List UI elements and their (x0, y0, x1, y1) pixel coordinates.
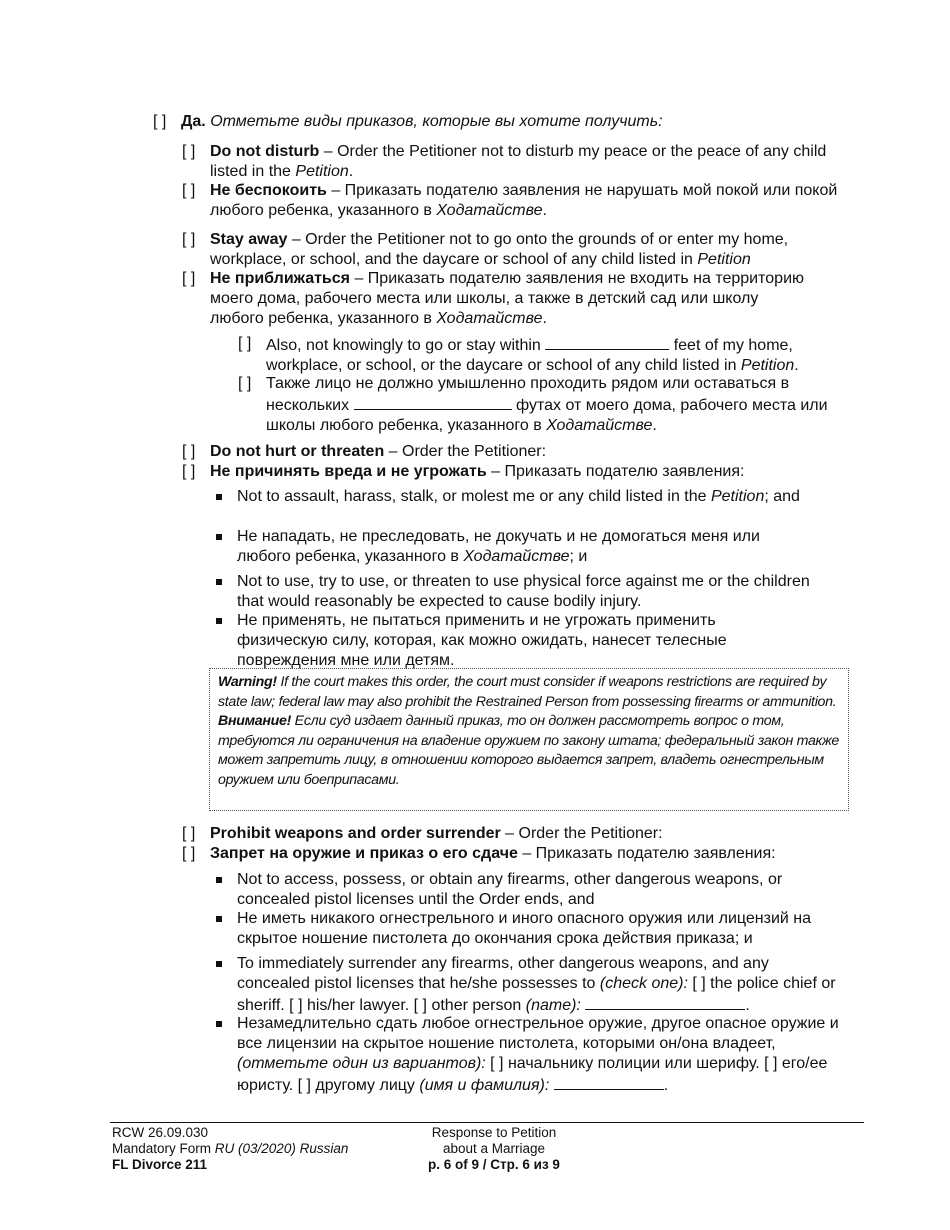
do-not-hurt-ru-title: Не причинять вреда и не угрожать (210, 463, 487, 480)
list-item (216, 954, 841, 1016)
list-item (216, 611, 816, 671)
do-not-hurt-ru-checkbox[interactable]: [ ] (182, 463, 196, 480)
bullet-icon (216, 916, 222, 922)
petition-ref: Petition (295, 163, 349, 180)
warning-ru-label: Внимание! (218, 713, 292, 730)
bullet-text-end: ; and (764, 488, 800, 505)
bullet-text: To immediately surrender any firearms, other dangerous weapons, and any concealed pistol licenses that he/she possesses to (237, 955, 769, 992)
stay-away-en (182, 230, 842, 270)
period: . (348, 163, 354, 180)
do-not-disturb-ru-text: – Приказать подателю заявления не нарушать мой покой или покой любого ребенка, указанного в (210, 182, 838, 219)
list-item (216, 527, 816, 567)
weapons-checkbox[interactable]: [ ] (182, 825, 196, 842)
footer-center (394, 1125, 594, 1173)
weapons-text: – Order the Petitioner: (500, 825, 663, 842)
footer-page-number: p. 6 of 9 / Стр. 6 из 9 (428, 1157, 560, 1172)
warning-box (209, 668, 849, 811)
weapons-en (182, 824, 842, 844)
weapons-ru (182, 844, 842, 864)
mandatory-form-label: Mandatory Form (112, 1141, 215, 1156)
bullet-text: Not to assault, harass, stalk, or molest me or any child listed in the (237, 488, 711, 505)
distance-ru-text-pre: Также лицо не должно умышленно проходить рядом или оставаться в нескольких (266, 375, 790, 414)
period: . (794, 357, 799, 374)
bullet-text: Not to use, try to use, or threaten to use physical force against me or the children that would reasonably be expected to cause bodily injury. (237, 573, 810, 610)
warning-en (218, 673, 840, 712)
list-item (216, 487, 816, 507)
bullet-text-end: ; и (569, 548, 588, 565)
warning-ru-text: Если суд издает данный приказ, то он должен рассмотреть вопрос о том, требуются ли ограничения на владение оружием по закону штата; федеральный закон также может запретить лицу, в отношении которого выдается запрет, владеть огнестрельным оружием или боеприпасами. (218, 713, 839, 788)
surrender-options[interactable]: [ ] the police chief or sheriff. [ ] his/her lawyer. [ ] other person (237, 975, 836, 1014)
stay-away-ru-checkbox[interactable]: [ ] (182, 270, 196, 287)
stay-away-text: – Order the Petitioner not to go onto the grounds of or enter my home, workplace, or school, and the daycare or school of any child listed in (210, 231, 789, 268)
do-not-hurt-ru-text: – Приказать подателю заявления: (486, 463, 745, 480)
footer-mandatory (112, 1141, 412, 1157)
bullet-icon (216, 961, 222, 967)
do-not-hurt-title: Do not hurt or threaten (210, 443, 385, 460)
footer-form-id: FL Divorce 211 (112, 1157, 208, 1172)
yes-option (153, 112, 853, 132)
stay-away-distance-en (238, 334, 858, 376)
distance-checkbox[interactable]: [ ] (238, 335, 252, 352)
weapons-ru-checkbox[interactable]: [ ] (182, 845, 196, 862)
petition-ref: Petition (710, 488, 765, 505)
do-not-hurt-ru (182, 462, 842, 482)
do-not-disturb-title: Do not disturb (210, 143, 320, 160)
other-person-name-ru-field[interactable] (554, 1074, 664, 1090)
do-not-hurt-en (182, 442, 842, 462)
warning-ru (218, 712, 840, 790)
petition-ref-ru: Ходатайстве (436, 310, 543, 327)
name-note: (name): (525, 997, 581, 1014)
distance-ru-text-post: футах от моего дома, рабочего места или школы любого ребенка, указанного в (266, 397, 828, 434)
list-item (216, 572, 816, 612)
stay-away-title: Stay away (210, 231, 288, 248)
name-note-ru: (имя и фамилия): (419, 1077, 550, 1094)
yes-instruction: Отметьте виды приказов, которые вы хотите получить: (210, 113, 663, 130)
distance-ru-checkbox[interactable]: [ ] (238, 375, 252, 392)
footer-title-line1: Response to Petition (431, 1125, 557, 1140)
bullet-icon (216, 877, 222, 883)
warning-text: If the court makes this order, the court must consider if weapons restrictions are required by state law; federal law may also prohibit the Restrained Person from possessing firearms or ammunition. (218, 674, 837, 710)
check-one-note: (check one): (599, 975, 688, 992)
footer-title-line2: about a Marriage (442, 1141, 546, 1156)
do-not-disturb-ru (182, 181, 842, 221)
stay-away-ru-text: – Приказать подателю заявления не входить на территорию моего дома, рабочего места или школы, а также в детский сад или школу любого ребенка, указанного в (210, 270, 804, 327)
yes-label: Да. (181, 113, 206, 130)
distance-feet-ru-field[interactable] (354, 394, 512, 410)
do-not-disturb-ru-checkbox[interactable]: [ ] (182, 182, 196, 199)
mandatory-form-version: RU (03/2020) Russian (214, 1141, 349, 1156)
weapons-ru-text: – Приказать подателю заявления: (517, 845, 776, 862)
other-person-name-field[interactable] (585, 994, 745, 1010)
list-item (216, 870, 821, 910)
stay-away-distance-ru (238, 374, 848, 436)
bullet-icon (216, 618, 222, 624)
do-not-hurt-checkbox[interactable]: [ ] (182, 443, 196, 460)
bullet-text: Not to access, possess, or obtain any firearms, other dangerous weapons, or concealed pistol licenses until the Order ends, and (237, 871, 783, 908)
petition-ref-ru: Ходатайстве (463, 548, 570, 565)
warning-label: Warning! (218, 674, 277, 690)
list-item (216, 1014, 841, 1096)
stay-away-checkbox[interactable]: [ ] (182, 231, 196, 248)
period: . (745, 997, 750, 1014)
surrender-options-ru[interactable]: [ ] начальнику полиции или шерифу. [ ] его/ее юристу. [ ] другому лицу (237, 1055, 828, 1094)
petition-ref-ru: Ходатайстве (436, 202, 543, 219)
period: . (652, 417, 657, 434)
weapons-ru-title: Запрет на оружие и приказ о его сдаче (210, 845, 518, 862)
footer-divider (110, 1122, 864, 1123)
stay-away-ru (182, 269, 842, 329)
bullet-icon (216, 579, 222, 585)
footer-rcw: RCW 26.09.030 (112, 1125, 209, 1140)
do-not-disturb-checkbox[interactable]: [ ] (182, 143, 196, 160)
bullet-text: Незамедлительно сдать любое огнестрельное оружие, другое опасное оружие и все лицензии на скрытое ношение пистолета, которыми он/она владеет, (237, 1015, 839, 1052)
bullet-icon (216, 494, 222, 500)
petition-ref-ru: Ходатайстве (546, 417, 653, 434)
do-not-hurt-text: – Order the Petitioner: (384, 443, 547, 460)
do-not-disturb-ru-title: Не беспокоить (210, 182, 327, 199)
bullet-text: Не нападать, не преследовать, не докучать и не домогаться меня или любого ребенка, указанного в (237, 528, 760, 565)
bullet-icon (216, 534, 222, 540)
list-item (216, 909, 836, 949)
bullet-text: Не применять, не пытаться применить и не угрожать применить физическую силу, которая, как можно ожидать, нанесет телесные повреждения мне или детям. (237, 612, 727, 669)
do-not-disturb-text: – Order the Petitioner not to disturb my peace or the peace of any child listed in the (210, 143, 827, 180)
check-one-note-ru: (отметьте один из вариантов): (237, 1055, 486, 1072)
bullet-text: Не иметь никакого огнестрельного и иного опасного оружия или лицензий на скрытое ношение пистолета до окончания срока действия приказа; и (237, 910, 812, 947)
petition-ref: Petition (697, 251, 751, 268)
stay-away-ru-title: Не приближаться (210, 270, 350, 287)
distance-text-post: feet of my home, workplace, or school, or the daycare or school of any child listed in (266, 337, 793, 374)
bullet-icon (216, 1021, 222, 1027)
distance-text-pre: Also, not knowingly to go or stay within (266, 337, 546, 354)
footer-left (112, 1125, 412, 1173)
distance-feet-field[interactable] (545, 334, 669, 350)
period: . (663, 1077, 669, 1094)
yes-checkbox[interactable]: [ ] (153, 113, 167, 130)
do-not-disturb-en (182, 142, 842, 182)
period: . (542, 310, 547, 327)
period: . (542, 202, 547, 219)
weapons-title: Prohibit weapons and order surrender (210, 825, 501, 842)
petition-ref: Petition (740, 357, 795, 374)
